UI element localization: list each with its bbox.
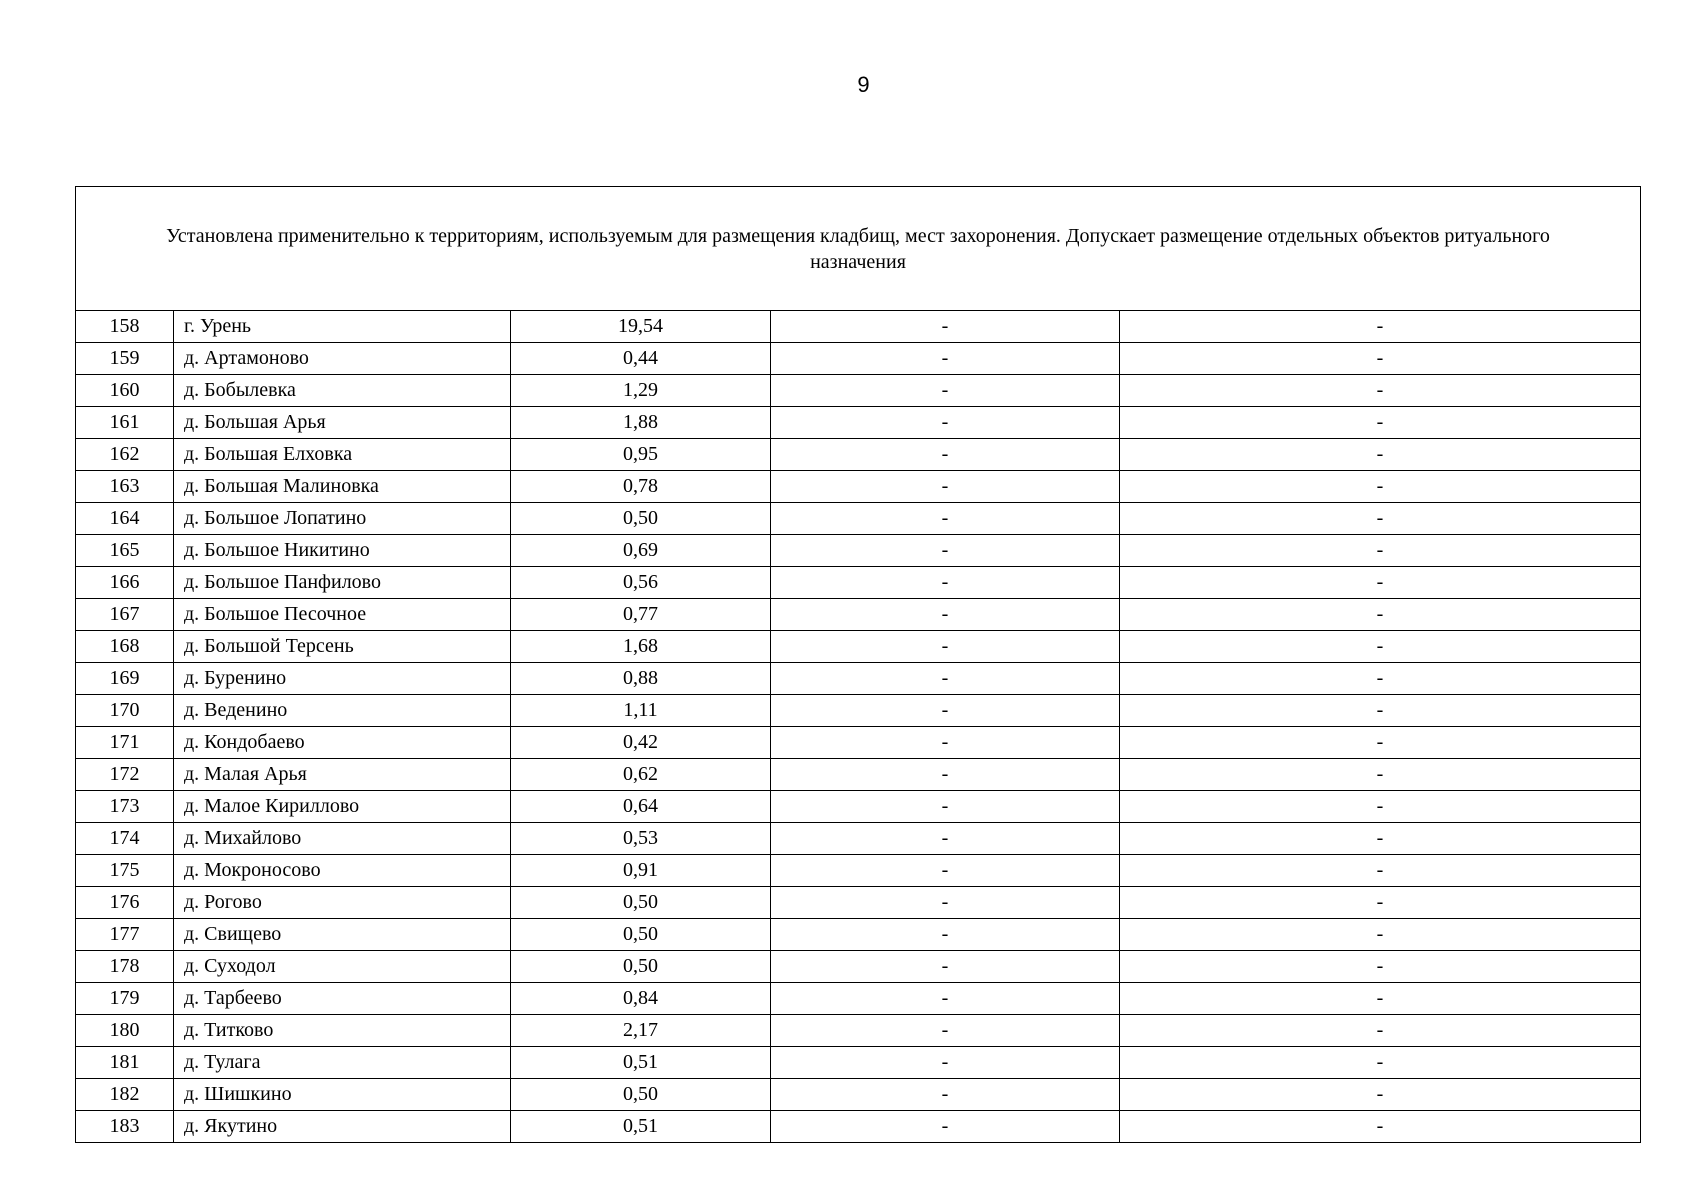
column-4-value: - <box>771 983 1120 1015</box>
column-4-value: - <box>771 631 1120 663</box>
column-4-value: - <box>771 1111 1120 1143</box>
table-row <box>76 759 1641 791</box>
column-4-value: - <box>771 855 1120 887</box>
area-value: 1,88 <box>511 407 771 439</box>
settlement-name: д. Большое Лопатино <box>174 503 511 535</box>
area-value: 0,51 <box>511 1047 771 1079</box>
row-number: 177 <box>76 919 174 951</box>
column-5-value: - <box>1120 663 1641 695</box>
column-5-value: - <box>1120 311 1641 343</box>
table-row <box>76 983 1641 1015</box>
area-value: 0,50 <box>511 503 771 535</box>
table-row <box>76 919 1641 951</box>
settlement-name: д. Веденино <box>174 695 511 727</box>
table-row <box>76 535 1641 567</box>
area-value: 0,69 <box>511 535 771 567</box>
row-number: 176 <box>76 887 174 919</box>
row-number: 166 <box>76 567 174 599</box>
area-value: 1,11 <box>511 695 771 727</box>
table-row <box>76 343 1641 375</box>
column-4-value: - <box>771 535 1120 567</box>
row-number: 182 <box>76 1079 174 1111</box>
settlement-name: д. Большое Песочное <box>174 599 511 631</box>
table-row <box>76 695 1641 727</box>
column-4-value: - <box>771 407 1120 439</box>
column-5-value: - <box>1120 1015 1641 1047</box>
column-4-value: - <box>771 1047 1120 1079</box>
settlement-name: д. Суходол <box>174 951 511 983</box>
column-5-value: - <box>1120 567 1641 599</box>
table-row <box>76 1111 1641 1143</box>
column-5-value: - <box>1120 1047 1641 1079</box>
settlement-name: д. Михайлово <box>174 823 511 855</box>
settlement-name: д. Свищево <box>174 919 511 951</box>
settlement-name: д. Якутино <box>174 1111 511 1143</box>
settlement-name: д. Большое Панфилово <box>174 567 511 599</box>
column-5-value: - <box>1120 855 1641 887</box>
row-number: 178 <box>76 951 174 983</box>
column-4-value: - <box>771 791 1120 823</box>
column-5-value: - <box>1120 791 1641 823</box>
row-number: 170 <box>76 695 174 727</box>
table-row <box>76 407 1641 439</box>
table-row <box>76 663 1641 695</box>
settlement-name: д. Шишкино <box>174 1079 511 1111</box>
area-value: 0,62 <box>511 759 771 791</box>
column-5-value: - <box>1120 1079 1641 1111</box>
row-number: 183 <box>76 1111 174 1143</box>
table-row <box>76 503 1641 535</box>
row-number: 174 <box>76 823 174 855</box>
settlement-name: г. Урень <box>174 311 511 343</box>
area-value: 0,78 <box>511 471 771 503</box>
row-number: 164 <box>76 503 174 535</box>
row-number: 169 <box>76 663 174 695</box>
table-row <box>76 631 1641 663</box>
column-4-value: - <box>771 599 1120 631</box>
table-row <box>76 791 1641 823</box>
settlement-name: д. Буренино <box>174 663 511 695</box>
column-5-value: - <box>1120 823 1641 855</box>
table-row <box>76 727 1641 759</box>
settlement-name: д. Рогово <box>174 887 511 919</box>
table-row <box>76 1047 1641 1079</box>
column-4-value: - <box>771 759 1120 791</box>
row-number: 159 <box>76 343 174 375</box>
table-row <box>76 311 1641 343</box>
settlement-name: д. Бобылевка <box>174 375 511 407</box>
table-row <box>76 439 1641 471</box>
table-row <box>76 567 1641 599</box>
area-value: 0,88 <box>511 663 771 695</box>
column-4-value: - <box>771 951 1120 983</box>
settlement-name: д. Большое Никитино <box>174 535 511 567</box>
settlement-name: д. Тулага <box>174 1047 511 1079</box>
settlement-name: д. Большой Терсень <box>174 631 511 663</box>
settlement-name: д. Мокроносово <box>174 855 511 887</box>
column-4-value: - <box>771 503 1120 535</box>
row-number: 175 <box>76 855 174 887</box>
column-5-value: - <box>1120 919 1641 951</box>
row-number: 161 <box>76 407 174 439</box>
column-4-value: - <box>771 823 1120 855</box>
column-4-value: - <box>771 919 1120 951</box>
column-5-value: - <box>1120 599 1641 631</box>
settlement-name: д. Большая Малиновка <box>174 471 511 503</box>
row-number: 158 <box>76 311 174 343</box>
table-row <box>76 375 1641 407</box>
column-4-value: - <box>771 471 1120 503</box>
column-5-value: - <box>1120 1111 1641 1143</box>
settlement-name: д. Титково <box>174 1015 511 1047</box>
column-5-value: - <box>1120 343 1641 375</box>
table-row <box>76 1079 1641 1111</box>
area-value: 0,50 <box>511 1079 771 1111</box>
row-number: 162 <box>76 439 174 471</box>
column-4-value: - <box>771 663 1120 695</box>
column-5-value: - <box>1120 887 1641 919</box>
table-row <box>76 599 1641 631</box>
area-value: 0,56 <box>511 567 771 599</box>
row-number: 179 <box>76 983 174 1015</box>
table-row <box>76 951 1641 983</box>
row-number: 180 <box>76 1015 174 1047</box>
column-4-value: - <box>771 311 1120 343</box>
column-5-value: - <box>1120 471 1641 503</box>
column-5-value: - <box>1120 439 1641 471</box>
area-value: 19,54 <box>511 311 771 343</box>
column-4-value: - <box>771 567 1120 599</box>
column-4-value: - <box>771 343 1120 375</box>
settlement-name: д. Малое Кириллово <box>174 791 511 823</box>
settlement-name: д. Кондобаево <box>174 727 511 759</box>
settlement-name: д. Большая Арья <box>174 407 511 439</box>
row-number: 160 <box>76 375 174 407</box>
page-number: 9 <box>857 72 870 97</box>
row-number: 167 <box>76 599 174 631</box>
area-value: 0,42 <box>511 727 771 759</box>
column-5-value: - <box>1120 535 1641 567</box>
area-value: 0,44 <box>511 343 771 375</box>
area-value: 0,64 <box>511 791 771 823</box>
row-number: 181 <box>76 1047 174 1079</box>
column-5-value: - <box>1120 727 1641 759</box>
settlement-name: д. Тарбеево <box>174 983 511 1015</box>
area-value: 0,53 <box>511 823 771 855</box>
settlement-name: д. Артамоново <box>174 343 511 375</box>
column-5-value: - <box>1120 631 1641 663</box>
column-4-value: - <box>771 695 1120 727</box>
zones-table <box>75 186 1641 1143</box>
area-value: 0,91 <box>511 855 771 887</box>
column-5-value: - <box>1120 951 1641 983</box>
column-4-value: - <box>771 887 1120 919</box>
column-5-value: - <box>1120 759 1641 791</box>
column-5-value: - <box>1120 983 1641 1015</box>
table-row <box>76 823 1641 855</box>
row-number: 165 <box>76 535 174 567</box>
settlement-name: д. Большая Елховка <box>174 439 511 471</box>
table-row <box>76 471 1641 503</box>
row-number: 173 <box>76 791 174 823</box>
column-4-value: - <box>771 1079 1120 1111</box>
area-value: 0,50 <box>511 887 771 919</box>
area-value: 1,29 <box>511 375 771 407</box>
table-header-row <box>76 187 1641 311</box>
column-5-value: - <box>1120 375 1641 407</box>
column-5-value: - <box>1120 503 1641 535</box>
column-4-value: - <box>771 727 1120 759</box>
row-number: 171 <box>76 727 174 759</box>
zone-description: Установлена применительно к территориям, используемым для размещения кладбищ, мест захоронения. Допускает размещение отдельных объектов ритуального назначения <box>76 187 1641 311</box>
table-row <box>76 855 1641 887</box>
table-row <box>76 887 1641 919</box>
column-5-value: - <box>1120 695 1641 727</box>
area-value: 1,68 <box>511 631 771 663</box>
area-value: 0,51 <box>511 1111 771 1143</box>
column-4-value: - <box>771 375 1120 407</box>
table-row <box>76 1015 1641 1047</box>
column-4-value: - <box>771 1015 1120 1047</box>
area-value: 2,17 <box>511 1015 771 1047</box>
row-number: 163 <box>76 471 174 503</box>
area-value: 0,50 <box>511 919 771 951</box>
area-value: 0,84 <box>511 983 771 1015</box>
column-5-value: - <box>1120 407 1641 439</box>
row-number: 168 <box>76 631 174 663</box>
row-number: 172 <box>76 759 174 791</box>
area-value: 0,95 <box>511 439 771 471</box>
area-value: 0,77 <box>511 599 771 631</box>
column-4-value: - <box>771 439 1120 471</box>
settlement-name: д. Малая Арья <box>174 759 511 791</box>
area-value: 0,50 <box>511 951 771 983</box>
